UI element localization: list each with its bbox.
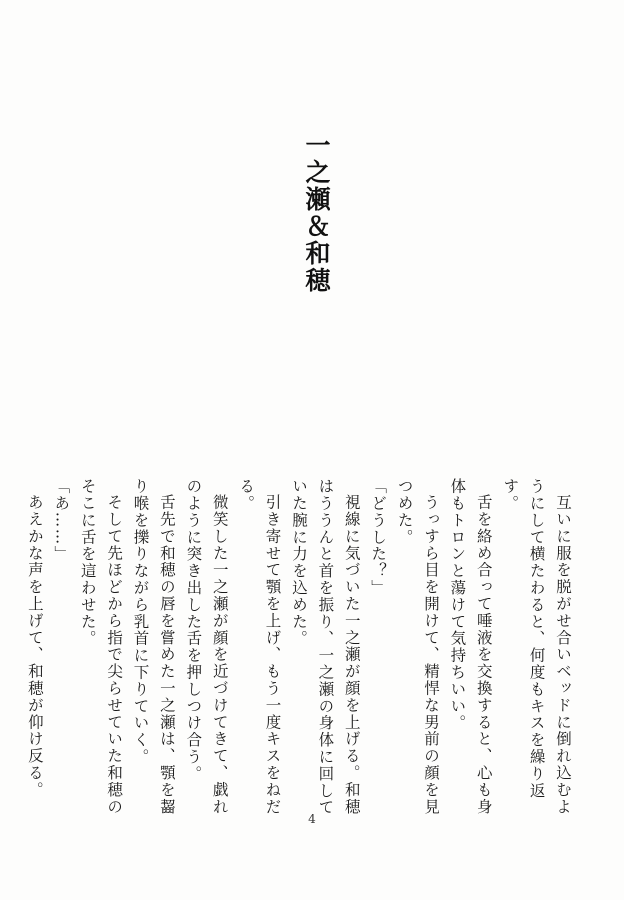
paragraph: そして先ほどから指で尖らせていた和穂のそこに舌を這わせた。 [78, 478, 124, 815]
paragraph: あえかな声を上げて、和穂が仰け反る。 [25, 493, 44, 798]
paragraph: 視線に気づいた一之瀬が顔を上げる。和穂はううんと首を振り、一之瀬の身体に回していた腕に力を込めた。 [289, 478, 361, 816]
page-number: 4 [308, 812, 316, 826]
paragraph: うっすら目を開けて、精悍な男前の顔を見つめた。 [395, 478, 440, 815]
paragraph: 微笑した一之瀬が顔を近づけてきて、戯れのように突き出した舌を押しつけ合う。 [184, 478, 229, 815]
paragraph: 引き寄せて顎を上げ、もう一度キスをねだる。 [237, 478, 282, 815]
paragraph: 舌先で和穂の唇を嘗めた一之瀬は、顎を齧り喉を擽りながら乳首に下りていく。 [131, 478, 176, 815]
dialog-line: 「あ……」 [52, 478, 71, 563]
paragraph: 舌を絡め合って唾液を交換すると、心も身体もトロンと蕩けて気持ちいい。 [448, 478, 493, 815]
paragraph: 互いに服を脱がせ合いベッドに倒れ込むようにして横たわると、何度もキスを繰り返す。 [501, 478, 572, 815]
chapter-title: 一之瀬＆和穂 [302, 132, 331, 294]
body-text [25, 478, 576, 818]
dialog-line: 「どうした？」 [369, 478, 388, 597]
